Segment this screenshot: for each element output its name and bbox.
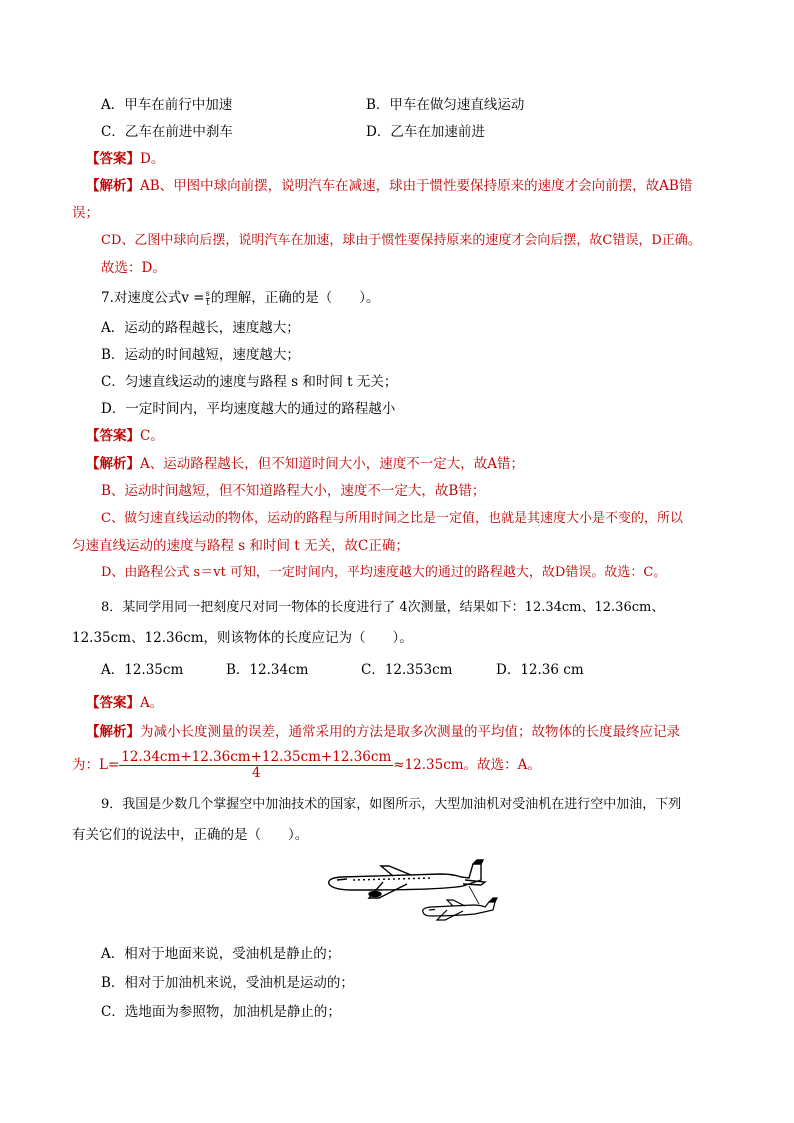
- q6-answer: [86, 149, 164, 169]
- q8-answer: [86, 693, 163, 713]
- formula-suffix: ≈12.35cm。故选：A。: [393, 757, 541, 773]
- q8-stem-2: 12.35cm、12.36cm，则该物体的长度应记为（ ）。: [72, 630, 413, 646]
- answer-tag: 【答案】: [86, 695, 140, 711]
- q8-option-d: D．12.36 cm: [496, 662, 584, 678]
- formula-numerator: 12.34cm+12.36cm+12.35cm+12.36cm: [121, 749, 392, 765]
- average-formula-fraction: [119, 750, 393, 781]
- analysis-text: 为减小长度测量的误差，通常采用的方法是取多次测量的平均值；故物体的长度最终应记录: [140, 724, 680, 740]
- answer-value: A。: [140, 695, 164, 711]
- q6-option-a: A．甲车在前行中加速: [101, 97, 233, 113]
- q8-option-c: C．12.353cm: [361, 662, 453, 678]
- answer-value: D。: [140, 151, 165, 167]
- q6-analysis-cont: 误；: [72, 205, 99, 221]
- q6-option-d: D．乙车在加速前进: [366, 124, 485, 140]
- q9-option-c: C．选地面为参照物，加油机是静止的；: [101, 1004, 341, 1020]
- q7-analysis-c: C、做匀速直线运动的物体，运动的路程与所用时间之比是一定值，也就是其速度大小是不变的，所以: [101, 511, 683, 526]
- q7-stem: [101, 288, 379, 308]
- analysis-tag: 【解析】: [86, 724, 140, 740]
- analysis-tag: 【解析】: [86, 456, 140, 472]
- q6-option-b: B．甲车在做匀速直线运动: [366, 97, 525, 113]
- q6-analysis: [86, 176, 692, 196]
- analysis-text: A、运动路程越长，但不知道时间大小，速度不一定大，故A错；: [140, 456, 524, 472]
- q9-stem-1: 9．我国是少数几个掌握空中加油技术的国家，如图所示，大型加油机对受油机在进行空中加油，下列: [101, 797, 682, 812]
- q7-option-d: D．一定时间内，平均速度越大的通过的路程越小: [101, 401, 396, 417]
- speed-formula-fraction: [206, 290, 210, 307]
- q7-option-b: B．运动的时间越短，速度越大；: [101, 347, 300, 363]
- q6-conclusion: 故选：D。: [101, 260, 166, 276]
- q7-analysis-c-cont: 匀速直线运动的速度与路程 s 和时间 t 无关，故C正确；: [72, 538, 409, 554]
- q6-analysis-2: CD、乙图中球向后摆，说明汽车在加速，球由于惯性要保持原来的速度才会向后摆，故C错误，D正确。: [101, 233, 701, 248]
- analysis-text: AB、甲图中球向前摆，说明汽车在减速，球由于惯性要保持原来的速度才会向前摆，故AB错: [140, 178, 693, 194]
- fraction-denominator: t: [206, 298, 210, 307]
- q9-stem-2: 有关它们的说法中，正确的是（ ）。: [72, 827, 309, 843]
- q7-option-c: C．匀速直线运动的速度与路程 s 和时间 t 无关；: [101, 374, 398, 390]
- q7-analysis: [86, 454, 524, 474]
- receiver-aircraft-icon: [423, 898, 497, 920]
- q8-analysis: [86, 722, 680, 742]
- aerial-refueling-illustration: [323, 858, 503, 928]
- q7-analysis-d: D、由路程公式 s＝vt 可知，一定时间内，平均速度越大的通过的路程越大，故D错误。故选：C。: [101, 565, 667, 580]
- q6-option-c: C．乙车在前进中刹车: [101, 124, 233, 140]
- q7-option-a: A．运动的路程越长，速度越大；: [101, 320, 300, 336]
- analysis-tag: 【解析】: [86, 178, 140, 194]
- q7-analysis-b: B、运动时间越短，但不知道路程大小，速度不一定大，故B错；: [101, 483, 486, 499]
- q8-option-a: A．12.35cm: [101, 662, 184, 678]
- q8-formula: [72, 748, 541, 782]
- q7-answer: [86, 426, 164, 446]
- q7-stem-pre: 7.对速度公式v =: [101, 290, 205, 306]
- fraction-numerator: s: [205, 289, 210, 298]
- tanker-aircraft-icon: [329, 860, 485, 898]
- answer-value: C。: [140, 428, 164, 444]
- formula-denominator: 4: [251, 765, 261, 781]
- q9-option-a: A．相对于地面来说，受油机是静止的；: [101, 946, 341, 962]
- answer-tag: 【答案】: [86, 151, 140, 167]
- formula-prefix: 为：L=: [72, 757, 120, 773]
- q8-option-b: B．12.34cm: [226, 662, 309, 678]
- answer-tag: 【答案】: [86, 428, 140, 444]
- q8-stem-1: 8．某同学用同一把刻度尺对同一物体的长度进行了 4次测量，结果如下：12.34cm、12.36cm、: [101, 600, 665, 615]
- q7-stem-post: 的理解，正确的是（ ）。: [210, 290, 380, 306]
- q9-option-b: B．相对于加油机来说，受油机是运动的；: [101, 975, 354, 991]
- refueling-hose: [469, 886, 479, 904]
